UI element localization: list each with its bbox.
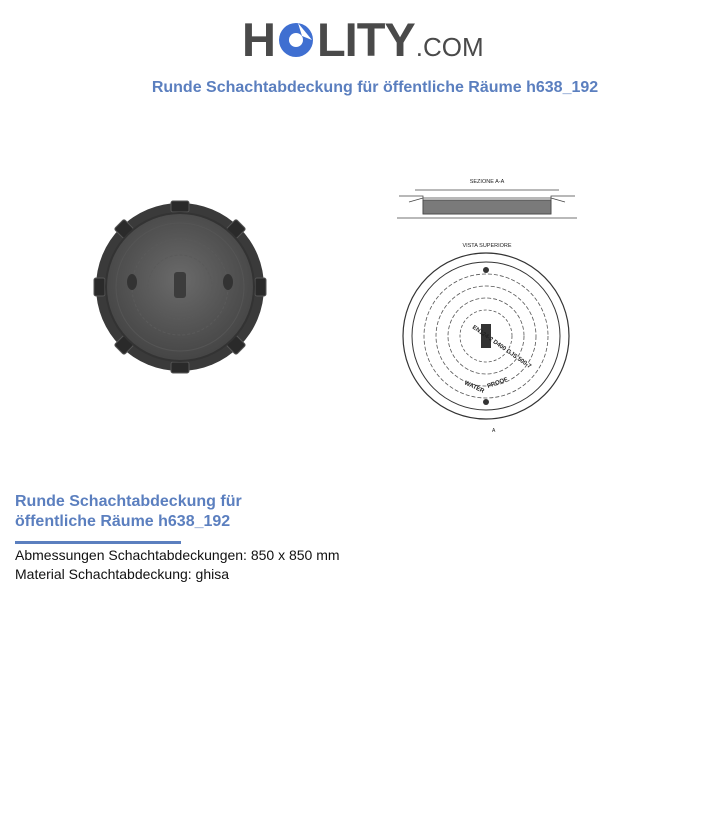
- product-title-line2: öffentliche Räume h638_192: [15, 513, 231, 530]
- product-title: [15, 492, 315, 532]
- top-view-label: VISTA SUPERIORE: [462, 243, 512, 249]
- technical-drawing: [395, 174, 595, 436]
- logo-pin-icon: [276, 18, 316, 58]
- page-title: Runde Schachtabdeckung für öffentliche Räume h638_192: [151, 79, 599, 96]
- section-mark: A: [492, 428, 496, 434]
- spec-dimensions: Abmessungen Schachtabdeckungen: 850 x 850 mm: [15, 547, 340, 563]
- marking-standard: EN124-2 D400 GJS 500-7: [470, 324, 532, 371]
- section-label: SEZIONE A-A: [469, 179, 505, 185]
- logo-letters: LITY: [316, 13, 415, 66]
- logo-domain: .COM: [415, 32, 484, 62]
- product-photo: [75, 182, 285, 392]
- site-logo[interactable]: [242, 14, 482, 66]
- marking-water: WATER: [463, 380, 485, 395]
- logo-letter-h: H: [242, 13, 275, 66]
- product-title-line1: Runde Schachtabdeckung für: [15, 493, 242, 510]
- title-underline: [15, 541, 181, 544]
- marking-proof: PROOF: [486, 376, 509, 390]
- spec-material: Material Schachtabdeckung: ghisa: [15, 566, 230, 582]
- logo-wordmark: [242, 14, 484, 73]
